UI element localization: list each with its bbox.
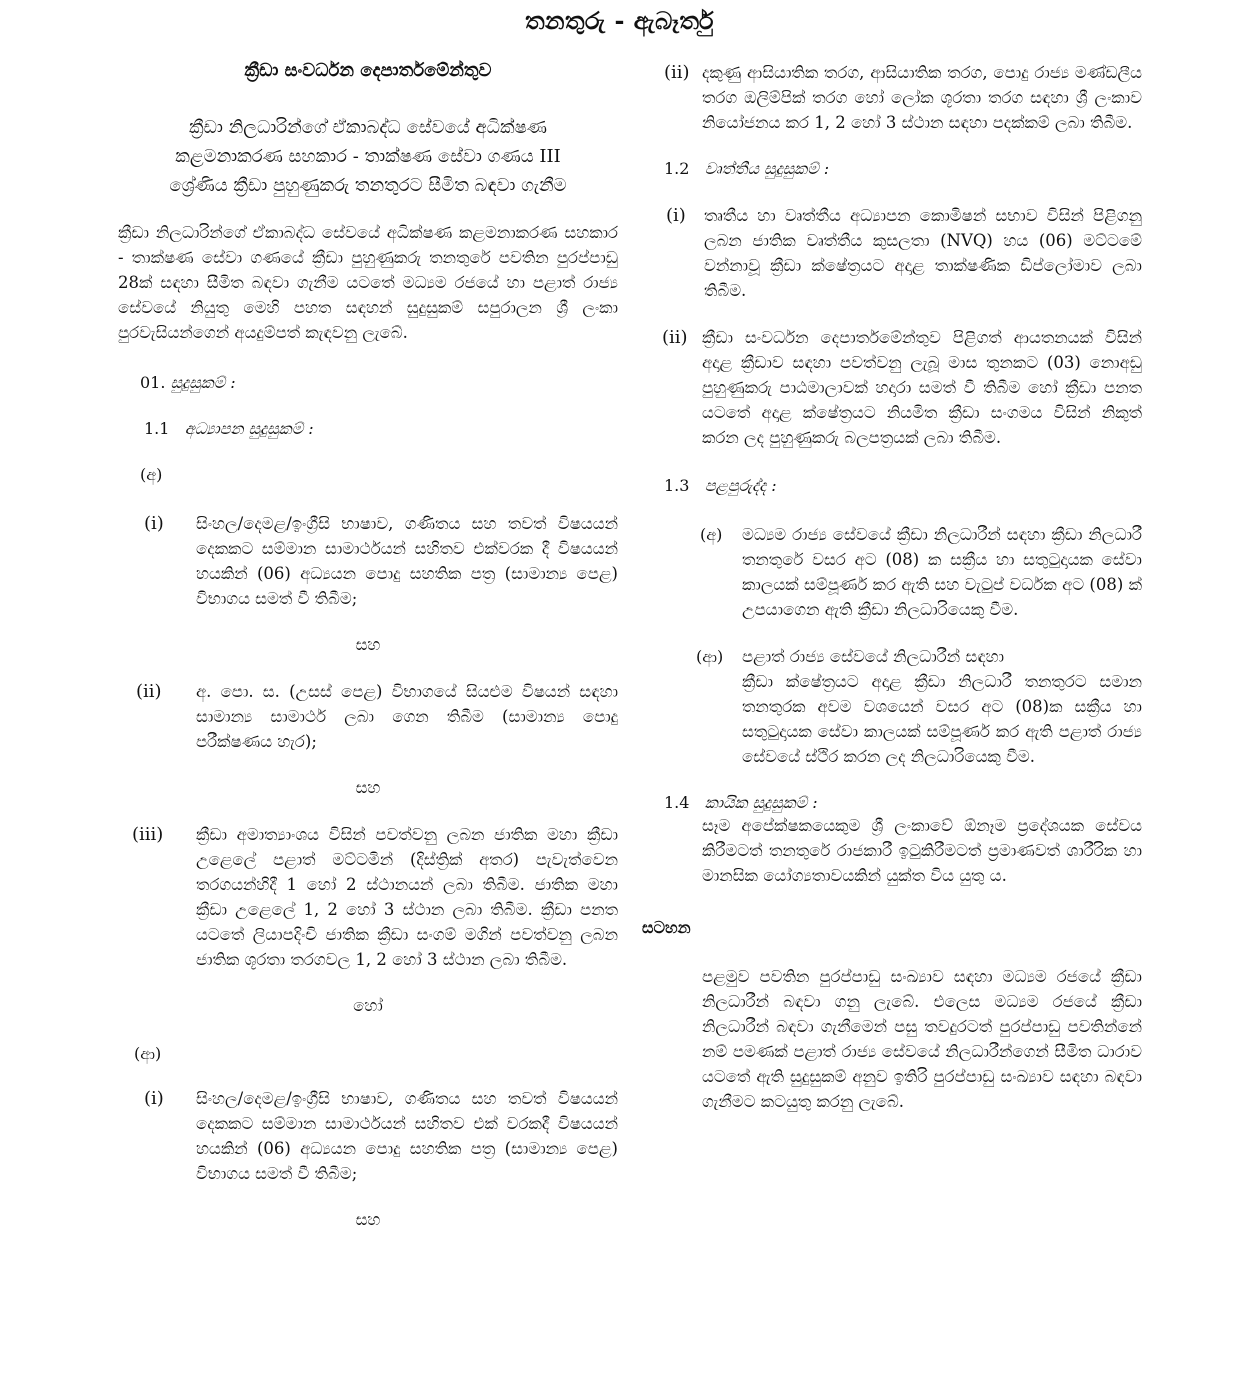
section-label: පළපුරුද්ද : <box>704 476 777 495</box>
item-text: ක්‍රීඩා සංවර්ධන දෙපාර්තමේන්තුව පිළිගත් ආයතනයක් විසින් අදාළ ක්‍රීඩාව සඳහා පවත්වනු ලැබූ මාස තුනකට (03) නොඅඩු පුහුණුකරු පාඨමාලාවක් හදාරා සමත් වී තිබීම හෝ ක්‍රීඩා පනත යටතේ අදාළ ක්ෂේත්‍රයට නියමිත ක්‍රීඩා සංගමය විසින් නිකුත් කරන ලද පුහුණුකරු බලපත්‍රයක් ලබා තිබීම. <box>702 328 1142 447</box>
item-text: මධ්‍යම රාජ්‍ය සේවයේ ක්‍රීඩා නිලධාරීන් සඳහා ක්‍රීඩා නිලධාරී තනතුරේ වසර අට (08) ක සක්‍රීය හා සතුටුදායක සේවා කාලයක් සම්පූර්ණ කර ඇති සහ වැටුප් වර්ධක අට (08) ක් උපයාගෙන ඇති ක්‍රීඩා නිලධාරියෙකු වීම. <box>742 525 1142 619</box>
option-aa-label: (ආ) <box>134 1044 162 1063</box>
list-item <box>118 679 618 754</box>
list-item <box>118 511 618 611</box>
item-body: ක්‍රීඩා ක්ෂේත්‍රයට අදාළ ක්‍රීඩා නිලධාරී තනතුරට සමාන තනතුරක අවම වශයෙන් වසර අට (08)ක සක්‍රීය හා සතුටුදායක සේවා කාලයක් සම්පූර්ණ කර ඇති පළාත් රාජ්‍ය සේවයේ ස්ථිර කරන ලද නිලධාරියෙකු වීම. <box>742 672 1142 766</box>
section-number: 1.3 <box>664 476 690 495</box>
item-text: දකුණු ආසියාතික තරග, ආසියාතික තරග, පොදු රාජ්‍ය මණ්ඩලීය තරග ඔලිම්පික් තරග හෝ ලෝක ශූරතා තරග සඳහා ශ්‍රී ලංකාව නියෝජනය කර 1, 2 හෝ 3 ස්ථාන සඳහා පදක්කම් ලබා තිබීම. <box>702 63 1142 132</box>
section-1-4 <box>664 793 1142 888</box>
page-title: තනතුරු - ඇබෑර්තු <box>525 6 714 35</box>
list-item <box>660 203 1142 303</box>
note-text: පළමුව පවතින පුරප්පාඩු සංඛ්‍යාව සඳහා මධ්‍යම රජයේ ක්‍රීඩා නිලධාරීන් බඳවා ගනු ලැබේ. එලෙස මධ්‍යම රජයේ ක්‍රීඩා නිලධාරීන් බඳවා ගැනීමෙන් පසු තවදුරටත් පුරප්පාඩු පවතින්නේ නම් පමණක් පළාත් රාජ්‍ය සේවයේ නිලධාරීන්ගෙන් සීමිත ධාරාව යටතේ ඇති සුදුසුකම් අනුව ඉතිරි පුරප්පාඩු සංඛ්‍යාව සඳහා බඳවා ගැනීමට කටයුතු කරනු ලැබේ. <box>702 967 1142 1111</box>
item-text: සිංහල/දෙමළ/ඉංග්‍රීසි භාෂාව, ගණිතය සහ තවත් විෂයයන් දෙකකට සම්මාන සාමාර්ථයන් සහිතව එක්වරක දී විෂයයන් හයකින් (06) අධ්‍යයන පොදු සහතික පත්‍ර (සාමාන්‍ය පෙළ) විභාගය සමත් වී තිබීම; <box>196 514 618 608</box>
left-column <box>118 60 618 1230</box>
conjunction-and: සහ <box>355 778 381 797</box>
item-number: (අ) <box>700 525 723 544</box>
section-1-2-heading <box>664 159 1142 179</box>
item-text: සිංහල/දෙමළ/ඉංග්‍රීසි භාෂාව, ගණිතය සහ තවත් විෂයයන් දෙකකට සම්මාන සාමාර්ථයන් සහිතව එක් වරකදී විෂයයන් හයකින් (06) අධ්‍යයන පොදු සහතික පත්‍ර (සාමාන්‍ය පෙළ) විභාගය සමත් වී තිබීම; <box>196 1089 618 1183</box>
section-label: සුදුසුකම් : <box>170 373 236 392</box>
list-item <box>660 325 1142 450</box>
right-column <box>642 60 1142 1114</box>
section-1-3-heading <box>664 476 1142 496</box>
item-number: (ii) <box>136 681 162 702</box>
section-1-1-heading <box>144 419 618 439</box>
section-1-4-heading <box>664 793 1142 813</box>
subtitle-line-2: කළමනාකරණ සහකාර - තාක්ෂණ සේවා ගණය III <box>175 146 561 167</box>
item-number: (i) <box>144 1088 164 1109</box>
item-text: අ. පො. ස. (උසස් පෙළ) විභාගයේ සියළුම විෂයන් සඳහා සාමාන්‍ය සාමාර්ථ ලබා ගෙන තිබීම (සාමාන්‍ය පොදු පරීක්ෂණය හැර); <box>196 682 618 751</box>
section-number: 1.2 <box>664 159 690 178</box>
item-number: (i) <box>144 513 164 534</box>
section-number: 1.1 <box>144 419 170 438</box>
item-number: (iii) <box>132 824 164 845</box>
item-heading: පළාත් රාජ්‍ය සේවයේ නිලධාරීන් සඳහා <box>742 647 1005 666</box>
item-text: තෘතීය හා වෘත්තීය අධ්‍යාපන කොමිෂන් සභාව විසින් පිළිගනු ලබන ජාතික වෘත්තීය කුසලතා (NVQ) හය (06) මට්ටමේ වන්නාවූ ක්‍රීඩා ක්ෂේත්‍රයට අදාළ තාක්ෂණික ඩිප්ලෝමාව ලබා තිබීම. <box>704 206 1142 300</box>
option-a-label: (අ) <box>140 465 163 484</box>
section-number: 01. <box>140 373 166 392</box>
section-label: අධ්‍යාපන සුදුසුකම් : <box>184 419 314 438</box>
department-title: ක්‍රීඩා සංවර්ධන දෙපාර්තමේන්තුව <box>244 60 492 81</box>
note-heading: සටහන <box>642 918 691 937</box>
conjunction-and: සහ <box>355 635 381 654</box>
subtitle-line-3: ශ්‍රේණිය ක්‍රීඩා පුහුණුකරු තනතුරට සීමිත බඳවා ගැනීම <box>169 175 567 196</box>
section-number: 1.4 <box>664 793 690 812</box>
item-text: ක්‍රීඩා අමාත්‍යාංශය විසින් පවත්වනු ලබන ජාතික මහා ක්‍රීඩා උළෙලේ පළාත් මට්ටමින් (දිස්ත්‍රික් අතර) පැවැත්වෙන තරගයන්හිදී 1 හෝ 2 ස්ථානයන් ලබා තිබීම. ජාතික මහා ක්‍රීඩා උළෙලේ 1, 2 හෝ 3 ස්ථාන ලබා තිබීම. ක්‍රීඩා පනත යටතේ ලියාපදිංචි ජාතික ක්‍රීඩා සංගම් මගින් පවත්වනු ලබන ජාතික ශූරතා තරගවල 1, 2 හෝ 3 ස්ථාන ලබා තිබීම. <box>196 825 618 969</box>
section-1-4-text: සෑම අපේක්ෂකයෙකුම ශ්‍රී ලංකාවේ ඕනෑම ප්‍රදේශයක සේවය කිරීමටත් තනතුරේ රාජකාරී ඉටුකිරීමටත් ප්‍රමාණවත් ශාරීරික හා මානසික යෝග්‍යතාවයකින් යුක්ත විය යුතු ය. <box>702 816 1142 885</box>
list-item <box>660 644 1142 769</box>
list-item <box>660 60 1142 135</box>
conjunction-or: හෝ <box>353 996 383 1015</box>
section-label: වෘත්තීය සුදුසුකම් : <box>704 159 830 178</box>
item-number: (ආ) <box>696 647 724 666</box>
list-item <box>118 1086 618 1186</box>
section-01-heading <box>140 373 618 393</box>
section-label: කායික සුදුසුකම් : <box>704 793 818 812</box>
intro-paragraph: ක්‍රීඩා නිලධාරින්ගේ ඒකාබද්ධ සේවයේ අධික්ෂණ කළමනාකරණ සහකාර - තාක්ෂණ සේවා ගණයේ ක්‍රීඩා පුහුණුකරු තනතුරේ පවතින පුරප්පාඩු 28ක් සඳහා සීමිත බඳවා ගැනීම යටතේ මධ්‍යම රජයේ හා පළාත් රාජ්‍ය සේවයේ නියුතු මෙහි පහත සඳහන් සුදුසුකම් සපුරාලන ශ්‍රී ලංකා පුරවැසියන්ගෙන් අයදුම්පත් කැඳවනු ලැබේ. <box>118 223 618 342</box>
item-number: (ii) <box>664 62 690 83</box>
conjunction-and: සහ <box>355 1210 381 1229</box>
item-number: (i) <box>666 205 686 226</box>
subtitle-line-1: ක්‍රීඩා නිලධාරින්ගේ ඒකාබද්ධ සේවයේ අධික්ෂණ <box>189 117 547 138</box>
list-item <box>118 822 618 972</box>
item-text <box>742 644 1142 769</box>
notice-subtitle <box>118 113 618 200</box>
item-number: (ii) <box>662 327 688 348</box>
list-item <box>660 522 1142 622</box>
